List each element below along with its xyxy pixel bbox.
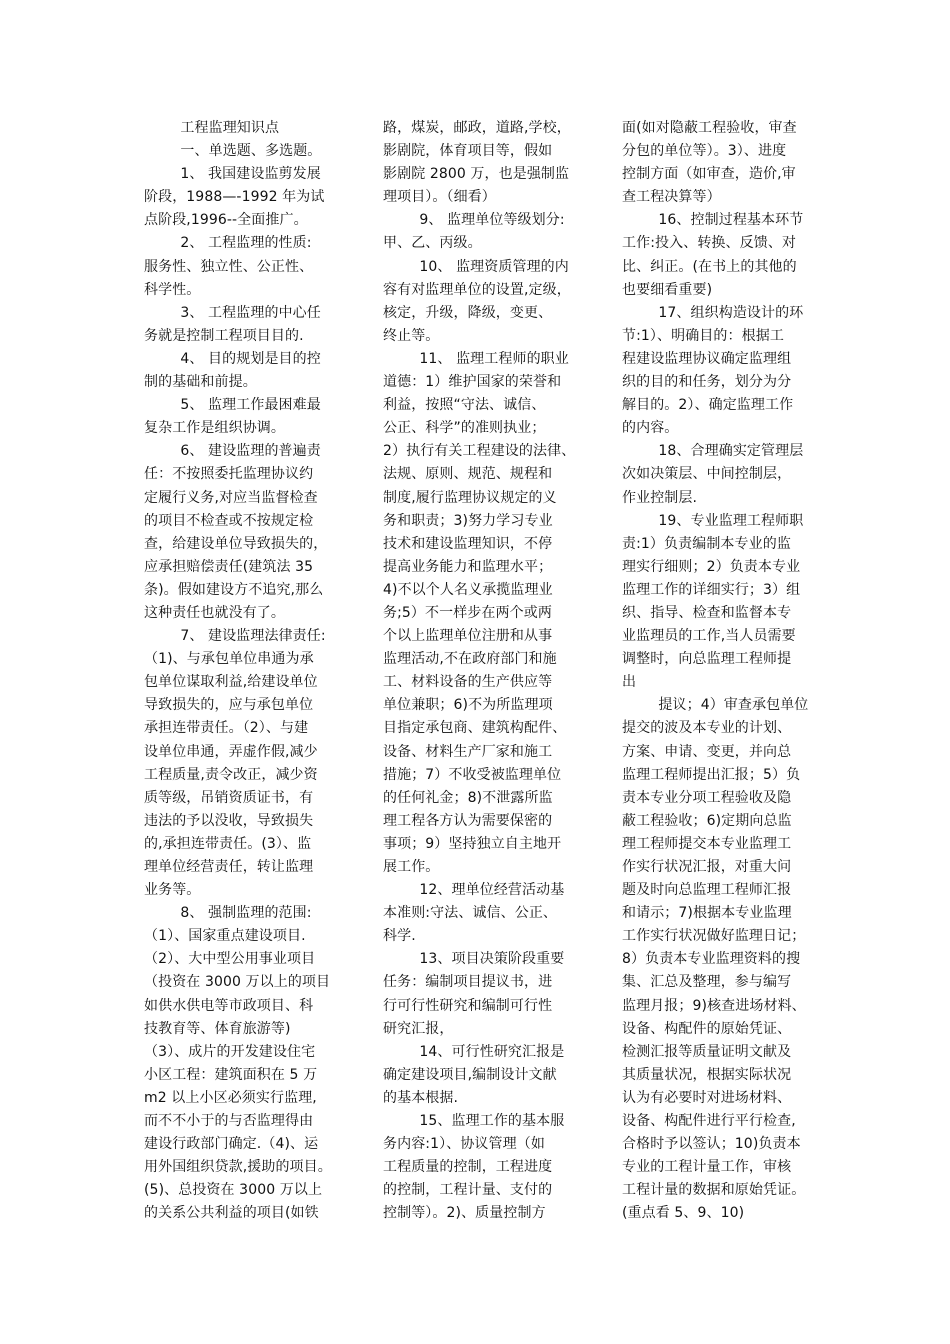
text-line: 织、指导、检查和监督本专 [622,604,792,621]
text-line: 复杂工作是组织协调。 [144,420,285,437]
text-line: 终止等。 [383,327,440,344]
text-line: 1、 我国建设监剪发展 [144,166,321,183]
text-line: 工程质量的控制，工程进度 [383,1159,553,1176]
text-line: 5、 监理工作最困难最 [144,397,321,414]
text-line: 9、 监理单位等级划分: [383,212,565,229]
text-line: (重点看 5、9、10) [622,1205,745,1222]
text-line: 务就是控制工程项目目的. [144,327,304,344]
text-line: 12、理单位经营活动基 [383,882,565,899]
text-line: 14、可行性研究汇报是 [383,1043,565,1060]
text-line: 节:1）、明确目的：根据工 [622,327,784,344]
text-line: 集、汇总及整理，参与编写 [622,974,792,991]
text-line: 13、项目决策阶段重要 [383,951,565,968]
text-line: 19、专业监理工程师职 [622,512,804,529]
text-line: 科学性。 [144,281,201,298]
text-line: 责本专业分项工程验收及隐 [622,789,792,806]
text-line: 的,承担连带责任。(3）、监 [144,835,312,852]
text-line: 理项目）。（细看） [383,189,496,206]
text-line: 本准则:守法、诚信、公正、 [383,905,558,922]
text-line: 2）执行有关工程建设的法律、 [383,443,576,460]
text-line: 合格时予以签认；10)负责本 [622,1136,801,1153]
text-line: 阶段，1988—-1992 年为试 [144,189,325,206]
text-line: 任务：编制项目提议书，进 [383,974,553,991]
text-line: 方案、申请、变更，并向总 [622,743,792,760]
text-line: 控制等）。2)、质量控制方 [383,1205,546,1222]
text-line: 条)。假如建设方不追究,那么 [144,581,324,598]
text-line: 设备、构配件进行平行检查, [622,1113,796,1130]
text-line: 15、监理工作的基本服 [383,1113,565,1130]
text-line: 服务性、独立性、公正性、 [144,258,314,275]
text-line: 的任何礼金；8)不泄露所监 [383,789,553,806]
text-line: 理实行细则；2）负责本专业 [622,558,801,575]
text-line: 作业控制层. [622,489,698,506]
text-column-2 [383,117,583,1226]
text-line: 理工程师提交本专业监理工 [622,835,792,852]
text-line: 点阶段,1996--全面推广。 [144,212,308,229]
text-line: 质等级，吊销资质证书，有 [144,789,314,806]
text-line: 甲、乙、丙级。 [383,235,482,252]
text-line: 次如决策层、中间控制层， [622,466,792,483]
text-line: 的关系公共利益的项目(如铁 [144,1205,319,1222]
text-line: 展工作。 [383,859,440,875]
text-line: 措施；7）不收受被监理单位 [383,766,562,783]
text-line: 和请示；7)根据本专业监理 [622,905,792,922]
text-line: 行可行性研究和编制可行性 [383,997,553,1014]
text-line: 控制方面（如审查，造价,审 [622,166,796,183]
text-line: 监理月报；9)核查进场材料、 [622,997,806,1014]
text-line: 业务等。 [144,882,201,899]
text-line: 设单位串通，弄虚作假,减少 [144,743,318,760]
text-line: 设备、构配件的原始凭证、 [622,1020,792,1037]
text-line: 程建设监理协议确定监理组 [622,350,792,367]
text-line: 业监理员的工作,当人员需要 [622,628,796,645]
text-line: 18、合理确实定管理层 [622,443,804,460]
text-line: 而不不小于的与否监理得由 [144,1113,314,1130]
text-line: 承担连带责任。（2）、与建 [144,720,309,737]
text-line: 分包的单位等）。3）、进度 [622,143,787,160]
text-line: 制度,履行监理协议规定的义 [383,489,557,506]
text-line: 8）负责本专业监理资料的搜 [622,951,801,968]
text-line: 务内容:1）、协议管理（如 [383,1136,545,1153]
text-line: 蔽工程验收；6)定期向总监 [622,812,792,829]
text-line: 单位兼职；6)不为所监理项 [383,697,553,714]
text-line: 作实行状况汇报，对重大问 [622,859,792,875]
text-line: 6、 建设监理的普遍责 [144,443,321,460]
text-line: 小区工程：建筑面积在 5 万 [144,1066,318,1083]
text-line: (5)、总投资在 3000 万以上 [144,1182,323,1199]
text-line: 建设行政部门确定.（4)、运 [144,1136,319,1153]
text-line: 查，给建设单位导致损失的， [144,535,328,552]
text-line: 工作实行状况做好监理日记； [622,928,806,945]
text-line: 出 [622,674,637,691]
text-line: 监理活动,不在政府部门和施 [383,651,557,668]
text-line: 技术和建设监理知识，不停 [383,535,553,552]
text-line: 其质量状况，根据实际状况 [622,1066,792,1083]
text-line: 4)不以个人名义承揽监理业 [383,581,553,598]
text-line: m2 以上小区必须实行监理, [144,1089,317,1106]
text-line: 研究汇报， [383,1020,454,1037]
text-line: 包单位谋取利益,给建设单位 [144,674,318,691]
text-line: （3）、成片的开发建设住宅 [144,1043,316,1060]
text-line: 应承担赔偿责任(建筑法 35 [144,558,314,575]
text-line: 道德：1）维护国家的荣誉和 [383,374,562,391]
text-line: 任：不按照委托监理协议约 [144,466,314,483]
text-line: 10、 监理资质管理的内 [383,258,569,275]
text-line: 定履行义务,对应当监督检查 [144,489,318,506]
text-line: 3、 工程监理的中心任 [144,304,321,321]
text-line: 11、 监理工程师的职业 [383,350,569,367]
text-line: 16、控制过程基本环节 [622,212,804,229]
text-line: 比、纠正。(在书上的其他的 [622,258,797,275]
text-line: 工程监理知识点 [144,120,280,136]
text-line: 个以上监理单位注册和从事 [383,628,553,645]
text-line: 这种责任也就没有了。 [144,604,285,621]
text-line: 事项；9）坚持独立自主地开 [383,835,562,852]
text-line: 设备、材料生产厂家和施工 [383,743,553,760]
text-line: 容有对监理单位的设置,定级， [383,281,571,298]
text-line: 解目的。2）、确定监理工作 [622,397,794,414]
text-line: 工程计量的数据和原始凭证。 [622,1182,806,1199]
text-line: 利益，按照“守法、诚信、 [383,397,546,414]
text-line: 路，煤炭，邮政，道路,学校， [383,120,571,136]
text-column-3 [622,117,822,1226]
text-line: 4、 目的规划是目的控 [144,350,321,367]
text-line: 17、组织构造设计的环 [622,304,804,321]
text-column-1 [144,117,344,1226]
text-line: 导致损失的，应与承包单位 [144,697,314,714]
text-line: 工程质量,责令改正，减少资 [144,766,318,783]
text-line: 认为有必要时对进场材料、 [622,1089,792,1106]
text-line: 核定，升级，降级，变更、 [383,304,553,321]
text-line: 查工程决算等） [622,189,721,206]
text-line: 工、材料设备的生产供应等 [383,674,553,691]
text-line: 的基本根据. [383,1089,459,1106]
text-line: 也要细看重要) [622,281,713,298]
text-line: 题及时向总监理工程师汇报 [622,882,792,899]
text-line: （2）、大中型公用事业项目 [144,951,316,968]
text-line: 检测汇报等质量证明文献及 [622,1043,792,1060]
text-line: 科学. [383,928,416,945]
text-line: 面(如对隐蔽工程验收，审查 [622,120,797,136]
text-line: 7、 建设监理法律责任: [144,628,326,645]
text-line: 务;5）不一样步在两个或两 [383,604,552,621]
text-line: 理单位经营责任，转让监理 [144,859,314,875]
text-line: （1）、国家重点建设项目. [144,928,306,945]
text-line: 的项目不检查或不按规定检 [144,512,314,529]
text-line: 提高业务能力和监理水平； [383,558,553,575]
text-line: 违法的予以没收，导致损失 [144,812,314,829]
text-line: 一、单选题、多选题。 [144,143,322,160]
text-line: 提交的波及本专业的计划、 [622,720,792,737]
text-line: 调整时，向总监理工程师提 [622,651,792,668]
text-line: 监理工作的详细实行；3）组 [622,581,801,598]
text-line: 专业的工程计量工作，审核 [622,1159,792,1176]
text-line: 的控制，工程计量、支付的 [383,1182,553,1199]
text-line: 责:1）负责编制本专业的监 [622,535,791,552]
text-line: 2、 工程监理的性质: [144,235,312,252]
text-line: 提议；4）审查承包单位 [622,697,809,714]
text-line: 工作:投入、转换、反馈、对 [622,235,797,252]
text-line: 织的目的和任务，划分为分 [622,374,792,391]
text-line: 影剧院，体育项目等，假如 [383,143,553,160]
text-line: 理工程各方认为需要保密的 [383,812,553,829]
text-line: 如供水供电等市政项目、科 [144,997,314,1014]
text-line: 制的基础和前提。 [144,374,257,391]
text-line: 务和职责；3)努力学习专业 [383,512,553,529]
text-line: 公正、科学”的准则执业； [383,420,546,437]
text-line: 用外国组织贷款,援助的项目。 [144,1159,332,1176]
text-line: （投资在 3000 万以上的项目 [144,974,331,991]
text-line: 法规、原则、规范、规程和 [383,466,553,483]
text-line: （1)、与承包单位串通为承 [144,651,314,668]
text-line: 目指定承包商、建筑构配件、 [383,720,567,737]
text-line: 的内容。 [622,420,679,437]
text-line: 8、 强制监理的范围: [144,905,312,922]
text-line: 技教育等、体育旅游等) [144,1020,291,1037]
text-line: 监理工程师提出汇报；5）负 [622,766,801,783]
text-line: 确定建设项目,编制设计文献 [383,1066,557,1083]
text-line: 影剧院 2800 万，也是强制监 [383,166,570,183]
